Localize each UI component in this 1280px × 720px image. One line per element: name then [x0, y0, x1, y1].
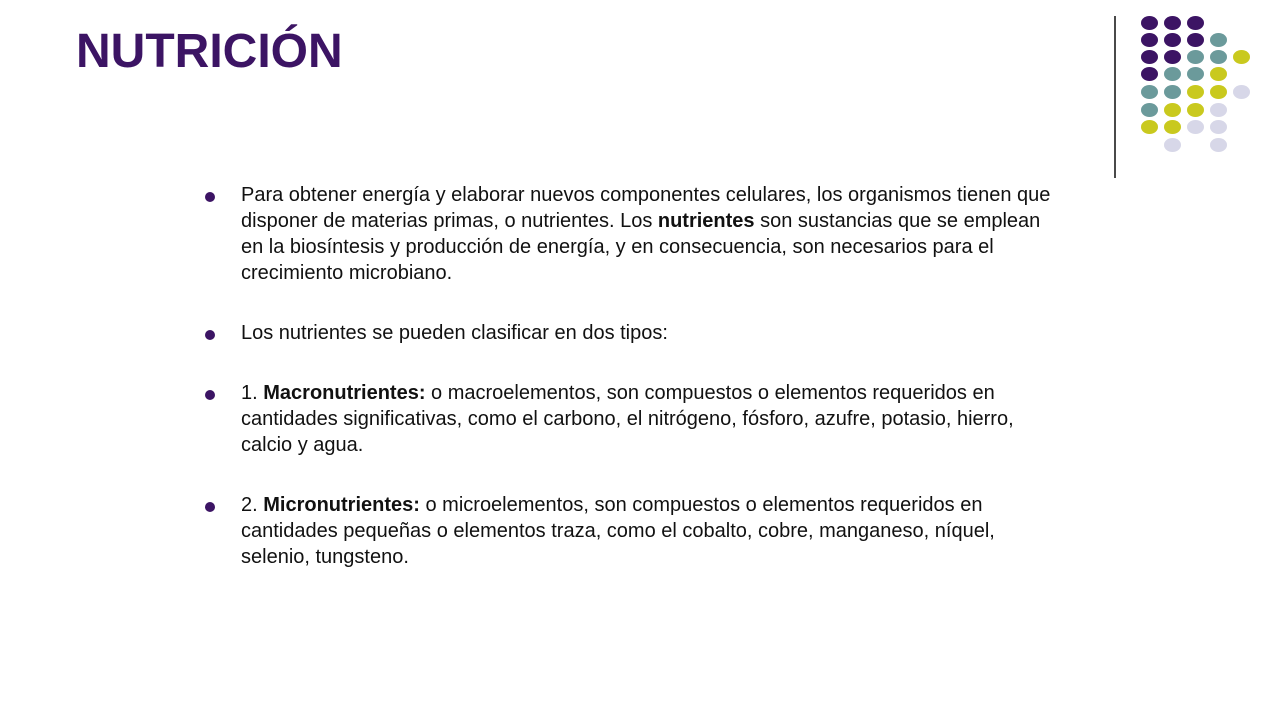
bullet-text-after: son sustancias que se emplean en la biosíntesis y producción de energía, y en consecuencia, son necesarios para el crecimiento microbiano. — [241, 210, 1041, 284]
decor-dot — [1187, 16, 1204, 30]
decor-dot — [1164, 67, 1181, 81]
decor-dot — [1141, 120, 1158, 134]
decor-dot — [1164, 138, 1181, 152]
decor-dot — [1141, 67, 1158, 81]
bold-term-macronutrientes: Macronutrientes: — [263, 382, 426, 404]
slide-title: NUTRICIÓN — [76, 25, 343, 78]
decor-dot — [1210, 85, 1227, 99]
decor-dot — [1210, 138, 1227, 152]
bold-term-nutrientes: nutrientes — [657, 210, 755, 232]
decor-dot — [1210, 103, 1227, 117]
decor-dot — [1164, 33, 1181, 47]
decor-dot — [1141, 50, 1158, 64]
decor-dot — [1164, 120, 1181, 134]
decor-dot — [1164, 50, 1181, 64]
decor-dot — [1187, 50, 1204, 64]
decor-dot — [1141, 103, 1158, 117]
bullet-item-nutrients-definition — [205, 182, 1065, 286]
content-bullet-list — [205, 182, 1065, 570]
bullet-item-macronutrients — [205, 380, 1065, 458]
decor-dot — [1187, 85, 1204, 99]
decor-dot — [1233, 50, 1250, 64]
bullet-item-micronutrients — [205, 492, 1065, 570]
bullet-text-after: o microelementos, son compuestos o elementos requeridos en cantidades pequeñas o elementos traza, como el cobalto, cobre, manganeso, níquel, selenio, tungsteno. — [241, 494, 995, 568]
decor-dot — [1141, 85, 1158, 99]
bullet-item-classification — [205, 320, 1065, 346]
decor-dot — [1233, 85, 1250, 99]
bullet-text-after: o macroelementos, son compuestos o elementos requeridos en cantidades significativas, como el carbono, el nitrógeno, fósforo, azufre, potasio, hierro, calcio y agua. — [241, 382, 1014, 456]
bullet-dot-icon — [205, 330, 215, 340]
decor-dot — [1141, 33, 1158, 47]
bullet-dot-icon — [205, 390, 215, 400]
bullet-dot-icon — [205, 502, 215, 512]
decor-dot — [1187, 67, 1204, 81]
decor-dot — [1210, 67, 1227, 81]
decor-dot — [1210, 33, 1227, 47]
decor-dot — [1210, 120, 1227, 134]
decor-dot — [1141, 16, 1158, 30]
bullet-prefix: 1. — [241, 382, 264, 404]
decor-dot — [1187, 120, 1204, 134]
bold-term-micronutrientes: Micronutrientes: — [263, 494, 420, 516]
decor-dot — [1187, 33, 1204, 47]
bullet-dot-icon — [205, 192, 215, 202]
bullet-prefix: 2. — [241, 494, 264, 516]
decor-dot — [1187, 103, 1204, 117]
decor-dot — [1164, 16, 1181, 30]
bullet-text: Los nutrientes se pueden clasificar en dos tipos: — [241, 322, 668, 344]
bullet-text-before: Para obtener energía y elaborar nuevos componentes celulares, los organismos tienen que disponer de materias primas, o nutrientes. Los — [241, 184, 1051, 232]
vertical-divider — [1114, 16, 1116, 178]
decor-dot — [1164, 85, 1181, 99]
decor-dot — [1164, 103, 1181, 117]
decor-dot — [1210, 50, 1227, 64]
